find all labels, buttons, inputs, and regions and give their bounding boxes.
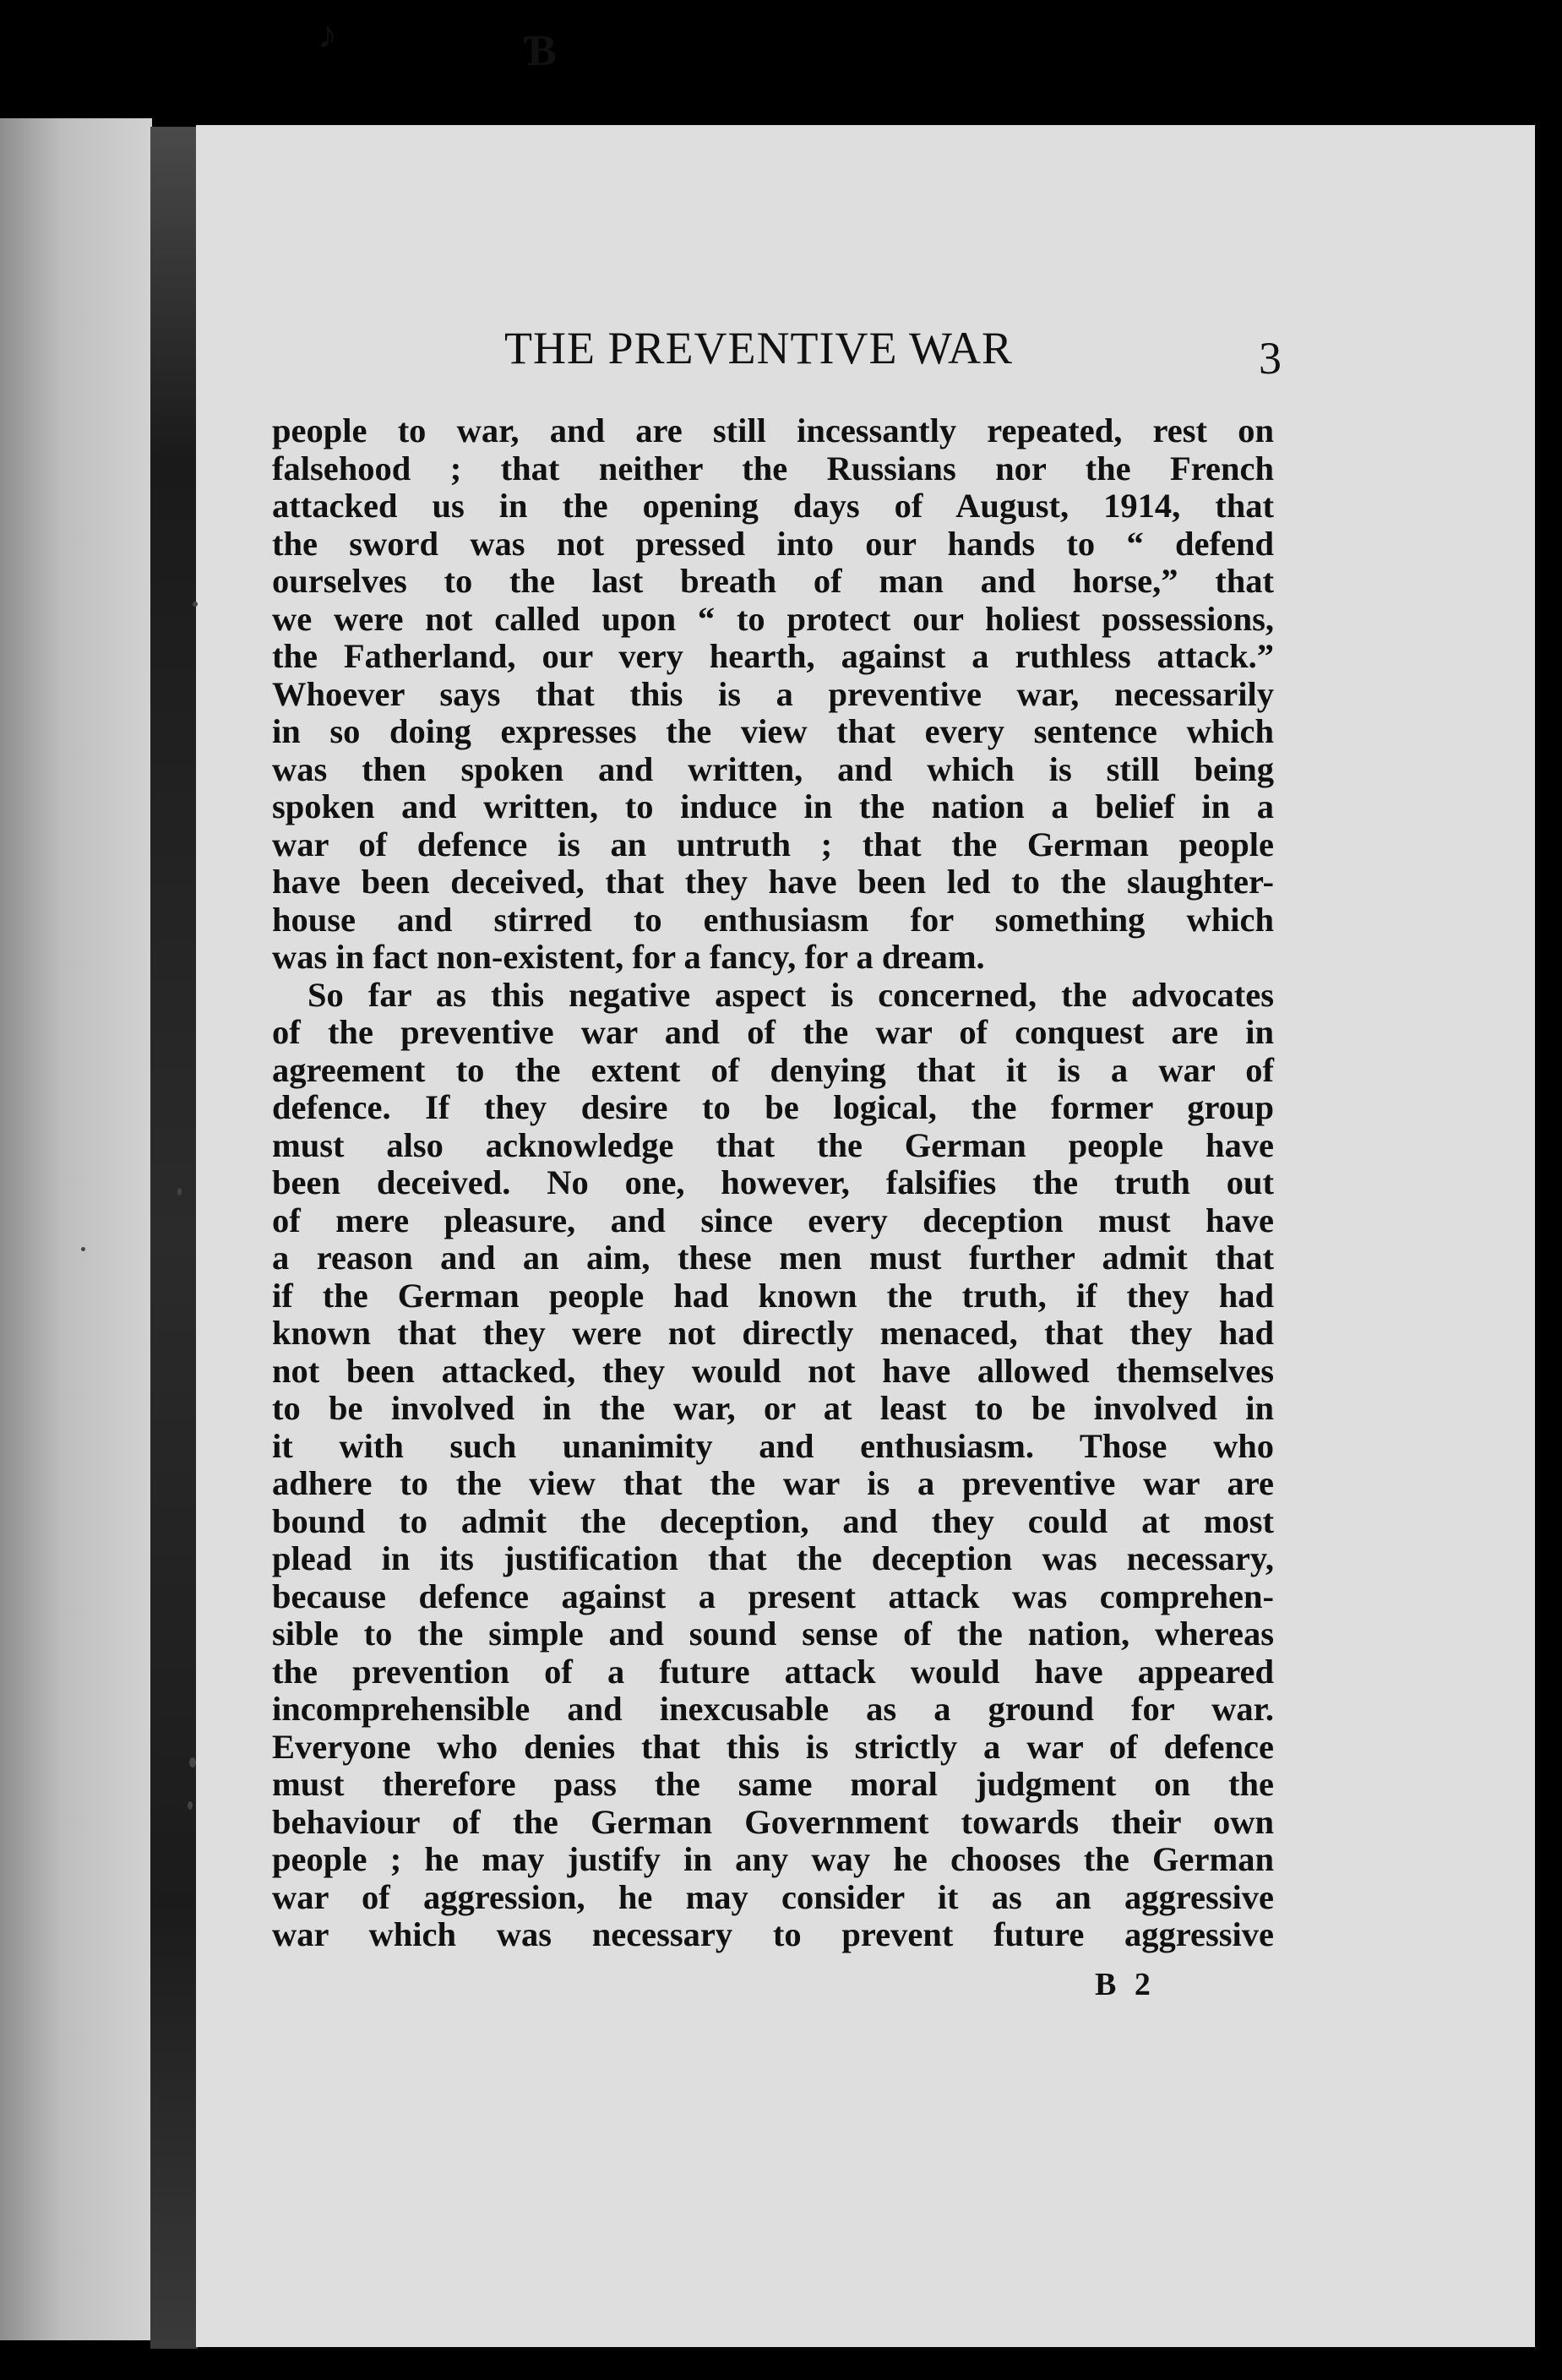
- text-line: the Fatherland, our very hearth, against a ruthless attack.”: [272, 637, 1274, 675]
- text-line: was then spoken and written, and which is still being: [272, 749, 1274, 788]
- text-line: defence. If they desire to be logical, the former group: [272, 1088, 1274, 1126]
- text-line: So far as this negative aspect is concerned, the advocates: [308, 975, 1274, 1014]
- text-line: war of defence is an untruth ; that the German people: [272, 825, 1274, 863]
- scan-speck: [177, 1188, 182, 1195]
- text-line: Whoever says that this is a preventive war, necessarily: [272, 674, 1274, 713]
- text-line: attacked us in the opening days of August, 1914, that: [272, 487, 1274, 525]
- signature-mark: B 2: [1095, 1967, 1156, 2002]
- scan-speck: [81, 1247, 85, 1251]
- text-line: Everyone who denies that this is strictly a war of defence: [272, 1727, 1274, 1766]
- text-line: have been deceived, that they have been led to the slaughter-: [272, 863, 1274, 901]
- text-line: not been attacked, they would not have allowed themselves: [272, 1351, 1274, 1390]
- text-line: agreement to the extent of denying that it is a war of: [272, 1050, 1274, 1089]
- text-line: a reason and an aim, these men must further admit that: [272, 1239, 1274, 1277]
- text-line: if the German people had known the truth, if they had: [272, 1276, 1274, 1315]
- text-line: incomprehensible and inexcusable as a ground for war.: [272, 1690, 1274, 1728]
- text-line: plead in its justification that the deception was necessary,: [272, 1539, 1274, 1577]
- text-line: been deceived. No one, however, falsifies the truth out: [272, 1163, 1274, 1201]
- text-line: people ; he may justify in any way he chooses the German: [272, 1840, 1274, 1878]
- text-line: adhere to the view that the war is a preventive war are: [272, 1464, 1274, 1502]
- text-line: must also acknowledge that the German people have: [272, 1125, 1274, 1164]
- text-line: to be involved in the war, or at least to be involved in: [272, 1389, 1274, 1427]
- text-line: was in fact non-existent, for a fancy, for a dream.: [272, 938, 985, 976]
- text-line: war which was necessary to prevent future aggressive: [272, 1915, 1274, 1953]
- text-line: of mere pleasure, and since every deception must have: [272, 1201, 1274, 1239]
- text-line: it with such unanimity and enthusiasm. Those who: [272, 1426, 1274, 1465]
- text-line: people to war, and are still incessantly repeated, rest on: [272, 411, 1274, 449]
- text-line: falsehood ; that neither the Russians nor the French: [272, 449, 1274, 487]
- text-line: because defence against a present attack was comprehen-: [272, 1577, 1274, 1615]
- text-line: known that they were not directly menaced, that they had: [272, 1314, 1274, 1352]
- text-line: ourselves to the last breath of man and horse,” that: [272, 562, 1274, 600]
- scan-speck: [188, 1801, 193, 1810]
- text-line: the sword was not pressed into our hands to “ defend: [272, 524, 1274, 563]
- text-line: must therefore pass the same moral judgment on the: [272, 1765, 1274, 1803]
- text-line: war of aggression, he may consider it as an aggressive: [272, 1877, 1274, 1916]
- scan-speck: [193, 602, 198, 607]
- text-line: house and stirred to enthusiasm for something which: [272, 900, 1274, 939]
- running-header-title: THE PREVENTIVE WAR: [504, 323, 1013, 373]
- text-line: of the preventive war and of the war of conquest are in: [272, 1013, 1274, 1051]
- body-text: [272, 412, 1274, 1954]
- text-line: sible to the simple and sound sense of the nation, whereas: [272, 1615, 1274, 1653]
- text-line: the prevention of a future attack would have appeared: [272, 1652, 1274, 1691]
- page-number: 3: [1259, 333, 1282, 384]
- book-gutter: [150, 127, 198, 2349]
- scan-speck: [189, 1757, 196, 1767]
- scan-artifact-mark: Ɓ: [524, 27, 558, 75]
- text-line: bound to admit the deception, and they could at most: [272, 1501, 1274, 1540]
- text-line: spoken and written, to induce in the nation a belief in a: [272, 787, 1274, 825]
- adjacent-page-edge: [0, 118, 152, 2340]
- text-line: we were not called upon “ to protect our holiest possessions,: [272, 599, 1274, 638]
- scan-artifact-mark: ♪: [318, 13, 337, 56]
- text-line: in so doing expresses the view that every sentence which: [272, 712, 1274, 750]
- text-line: behaviour of the German Government towards their own: [272, 1802, 1274, 1841]
